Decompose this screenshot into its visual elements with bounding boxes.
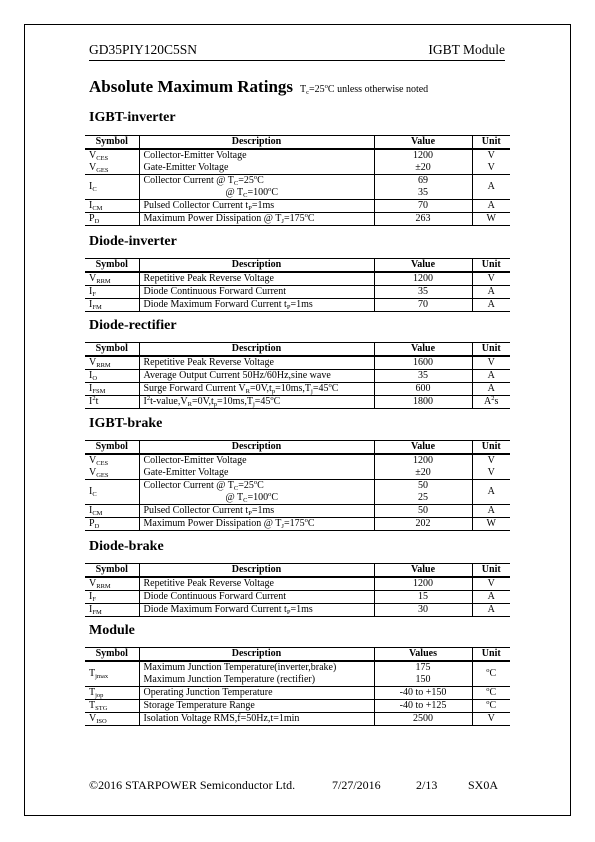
table-row: $I_F$ Diode Continuous Forward Current 35 A — [85, 286, 510, 299]
footer-page-number: 2/13 — [416, 778, 438, 792]
page-title — [89, 77, 428, 97]
product-type: IGBT Module — [428, 42, 505, 57]
table-row: $T_{jop}$ Operating Junction Temperature -40 to +150 $^o$C — [85, 687, 510, 700]
table-header: Symbol Description Value Unit — [85, 259, 510, 273]
section-diode-brake: Diode-brake — [89, 539, 164, 554]
table-row: $V_{ISO}$ Isolation Voltage RMS,f=50Hz,t=1min 2500 V — [85, 713, 510, 726]
table-row: $I_{FM}$ Diode Maximum Forward Current $t_P=1ms$ 30 A — [85, 604, 510, 617]
part-number: GD35PIY120C5SN — [89, 42, 198, 57]
table-row: $V_{GES}$ Gate-Emitter Voltage ±20 V — [85, 162, 510, 175]
section-diode-inverter: Diode-inverter — [89, 234, 177, 249]
table-row: $I_O$ Average Output Current 50Hz/60Hz,sine wave 35 A — [85, 370, 510, 383]
footer-date: 7/27/2016 — [332, 778, 381, 792]
table-row: $I_F$ Diode Continuous Forward Current 15 A — [85, 591, 510, 604]
table-row: $T_{jmax}$ Maximum Junction Temperature(inverter,brake) Maximum Junction Temperature (rectifier) 175 150 $^o$C — [85, 661, 510, 687]
title-main: Absolute Maximum Ratings — [89, 77, 294, 96]
module-table — [85, 647, 510, 726]
diode-rectifier-table — [85, 342, 510, 409]
section-diode-rectifier: Diode-rectifier — [89, 318, 177, 333]
footer-copyright: ©2016 STARPOWER Semiconductor Ltd. — [89, 778, 296, 792]
table-header: Symbol Description Value Unit — [85, 136, 510, 150]
igbt-brake-table — [85, 440, 510, 531]
table-row: $I^2t$ $I^2t-value,V_R=0V,t_p=10ms,T_j=45^oC$ 1800 $A^2s$ — [85, 396, 510, 409]
table-row: $V_{CES}$ Collector-Emitter Voltage 1200 V — [85, 454, 510, 467]
table-row: $I_C$ Collector Current @ $T_C=25^oC$ @ $T_C=100^oC$ 50 25 A — [85, 480, 510, 505]
table-header: Symbol Description Value Unit — [85, 441, 510, 455]
footer-revision: SX0A — [468, 778, 499, 792]
table-header: Symbol Description Values Unit — [85, 648, 510, 662]
table-row: $V_{RRM}$ Repetitive Peak Reverse Voltage 1200 V — [85, 577, 510, 591]
section-module: Module — [89, 623, 135, 638]
diode-inverter-table — [85, 258, 510, 312]
table-row: $P_D$ Maximum Power Dissipation @ $T_J=175^oC$ 202 W — [85, 518, 510, 531]
table-row: $V_{RRM}$ Repetitive Peak Reverse Voltage 1600 V — [85, 356, 510, 370]
page-header — [89, 42, 505, 61]
section-igbt-brake: IGBT-brake — [89, 416, 163, 431]
table-row: $V_{RRM}$ Repetitive Peak Reverse Voltage 1200 V — [85, 272, 510, 286]
section-igbt-inverter: IGBT-inverter — [89, 110, 176, 125]
table-header: Symbol Description Value Unit — [85, 343, 510, 357]
table-row: $I_{FM}$ Diode Maximum Forward Current $t_P=1ms$ 70 A — [85, 299, 510, 312]
table-row: $I_{FSM}$ Surge Forward Current $V_R=0V,t_p=10ms,T_j=45^oC$ 600 A — [85, 383, 510, 396]
title-condition: $T_c=25^oC$ unless otherwise noted — [300, 83, 429, 96]
table-header: Symbol Description Value Unit — [85, 564, 510, 578]
diode-brake-table — [85, 563, 510, 617]
table-row: $I_{CM}$ Pulsed Collector Current $t_P=1ms$ 70 A — [85, 200, 510, 213]
table-row: $P_D$ Maximum Power Dissipation @ $T_J=175^oC$ 263 W — [85, 213, 510, 226]
table-row: $T_{STG}$ Storage Temperature Range -40 to +125 $^o$C — [85, 700, 510, 713]
table-row: $I_C$ Collector Current @ $T_C=25^oC$ @ $T_C=100^oC$ 69 35 A — [85, 175, 510, 200]
table-row: $I_{CM}$ Pulsed Collector Current $t_P=1ms$ 50 A — [85, 505, 510, 518]
igbt-inverter-table — [85, 135, 510, 226]
table-row: $V_{GES}$ Gate-Emitter Voltage ±20 V — [85, 467, 510, 480]
table-row: $V_{CES}$ Collector-Emitter Voltage 1200 V — [85, 149, 510, 162]
